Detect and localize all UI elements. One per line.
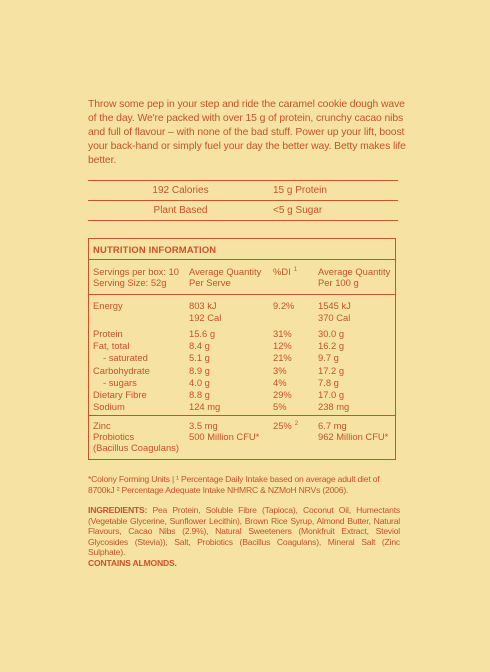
nutrition-cell-per100: 17.2 g — [318, 364, 345, 376]
zinc-di-value: 25% — [273, 420, 292, 431]
serving-size: Serving Size: 52g — [93, 277, 167, 288]
nutrition-panel — [88, 238, 396, 460]
nutrition-cell-di: 4% — [273, 376, 287, 388]
highlights-table — [88, 180, 398, 221]
probiotics-sublabel: (Bacillus Coagulans) — [93, 442, 179, 453]
zinc-per100: 6.7 mg — [318, 420, 347, 431]
col-di-footnote-mark: 1 — [293, 267, 298, 273]
highlight-calories: 192 Calories — [152, 185, 209, 196]
highlight-row — [88, 181, 398, 200]
nutrition-cell-di: 9.2% — [273, 300, 295, 311]
nutrition-rows — [89, 295, 395, 416]
nutrition-cell-di: 29% — [273, 389, 292, 401]
nutrition-cell-name: Sodium — [93, 401, 125, 413]
nutrition-cell-di: 31% — [273, 327, 292, 339]
highlight-plant-based: Plant Based — [153, 205, 208, 216]
nutrition-cell-name: Fat, total — [93, 339, 130, 351]
nutrition-cell-di: 21% — [273, 352, 292, 364]
ingredients-label: INGREDIENTS: — [88, 505, 148, 515]
nutrition-cell-serve: 5.1 g — [189, 352, 210, 364]
nutrition-cell-serve: 192 Cal — [189, 312, 222, 324]
ingredients — [88, 505, 400, 569]
nutrition-extra — [89, 416, 395, 461]
intro-description — [88, 98, 408, 168]
nutrition-cell-per100: 17.0 g — [318, 389, 345, 401]
probiotics-label: Probiotics — [93, 431, 135, 442]
allergen-statement: CONTAINS ALMONDS. — [88, 557, 177, 568]
nutrition-cell-name: Energy — [93, 300, 123, 311]
highlight-row — [88, 200, 398, 220]
nutrition-cell-serve: 15.6 g — [189, 327, 216, 339]
nutrition-cell-serve: 8.4 g — [189, 339, 210, 351]
col-avg-100-line1: Average Quantity — [318, 266, 391, 277]
nutrition-title: NUTRITION INFORMATION — [89, 239, 395, 260]
col-avg-100-line2: Per 100 g — [318, 277, 359, 288]
col-avg-serve-line1: Average Quantity — [189, 266, 262, 277]
col-avg-serve-line2: Per Serve — [189, 277, 231, 288]
nutrition-cell-serve: 4.0 g — [189, 376, 210, 388]
nutrition-cell-per100: 30.0 g — [318, 327, 345, 339]
nutrition-cell-name: Protein — [93, 327, 123, 339]
highlight-sugar: <5 g Sugar — [273, 205, 323, 216]
ingredients-text: Pea Protein, Soluble Fibre (Tapioca), Coconut Oil, Humectants (Vegetable Glycerine, Sunflower Lecithin), Brown Rice Syrup, Almond Butter, Natural Flavours, Cacao Nibs (2.9%), Natural Sweeteners (Monkfruit Extract, Steviol Glycosides (Stevia)), Salt, Probiotics (Bacillus Coagulans), Mineral Salt (Zinc Sulphate). — [88, 505, 400, 558]
highlight-protein: 15 g Protein — [273, 185, 327, 196]
nutrition-cell-serve: 124 mg — [189, 401, 221, 413]
nutrition-cell-name: Dietary Fibre — [93, 389, 147, 401]
nutrition-cell-per100: 238 mg — [318, 401, 350, 413]
intro-text: Throw some pep in your step and ride the caramel cookie dough wave of the day. We're packed with over 15 g of protein, crunchy cacao nibs and full of flavour – with none of the bad stuff. Power up your lift, boost your back-hand or simply fuel your day the better way. Betty makes life better. — [88, 99, 406, 166]
nutrition-cell-serve: 803 kJ — [189, 300, 217, 311]
footnote: *Colony Forming Units | ¹ Percentage Daily Intake based on average adult diet of 8700kJ ² Percentage Adequate Intake NHMRC & NZMoH NRVs (2006). — [88, 474, 380, 495]
nutrition-cell-per100: 370 Cal — [318, 312, 351, 324]
nutrition-cell-per100: 16.2 g — [318, 339, 345, 351]
zinc-serve: 3.5 mg — [189, 420, 218, 431]
nutrition-cell-name: - saturated — [103, 352, 148, 364]
zinc-label: Zinc — [93, 420, 111, 431]
col-di-label: %DI — [273, 266, 291, 277]
nutrition-cell-di: 12% — [273, 339, 292, 351]
nutrition-cell-di: 5% — [273, 401, 287, 413]
nutrition-cell-per100: 1545 kJ — [318, 300, 351, 311]
nutrition-cell-name: Carbohydrate — [93, 364, 150, 376]
servings-per-box: Servings per box: 10 — [93, 266, 179, 277]
nutrition-cell-di: 3% — [273, 364, 287, 376]
col-di — [273, 266, 297, 277]
nutrition-cell-name: - sugars — [103, 376, 137, 388]
nutrition-cell-per100: 9.7 g — [318, 352, 339, 364]
probiotics-per100: 962 Million CFU* — [318, 431, 389, 442]
nutrition-cell-serve: 8.9 g — [189, 364, 210, 376]
probiotics-serve: 500 Million CFU* — [189, 431, 260, 442]
nutrition-header — [89, 260, 395, 295]
nutrition-cell-per100: 7.8 g — [318, 376, 339, 388]
zinc-di-footnote-mark: 2 — [294, 421, 299, 427]
nutrition-cell-serve: 8.8 g — [189, 389, 210, 401]
zinc-di — [273, 420, 298, 431]
